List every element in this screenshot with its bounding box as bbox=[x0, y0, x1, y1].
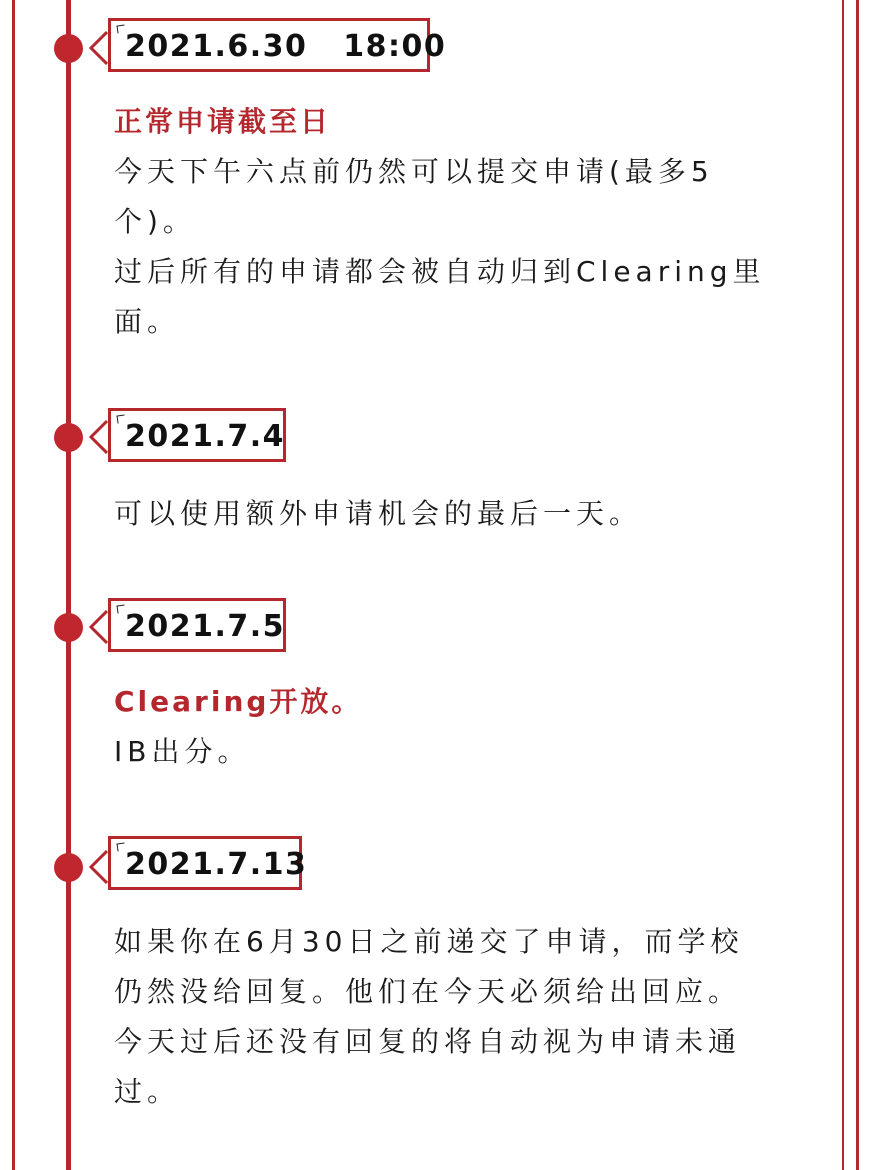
entry-text-line: 今天下午六点前仍然可以提交申请(最多5 bbox=[114, 155, 714, 188]
date-label bbox=[108, 18, 447, 72]
date-text: 2021.7.5 bbox=[125, 608, 286, 644]
page-border-right-outer bbox=[856, 0, 859, 1170]
entry-body bbox=[114, 489, 774, 539]
entry-body bbox=[114, 917, 774, 1117]
date-text: 2021.7.13 bbox=[125, 846, 308, 882]
pointer-arrow-icon bbox=[88, 849, 108, 885]
corner-mark-icon bbox=[116, 842, 125, 851]
timeline-dot-icon bbox=[54, 34, 83, 63]
timeline-line bbox=[66, 0, 71, 1170]
timeline-dot-icon bbox=[54, 423, 83, 452]
pointer-arrow-icon bbox=[88, 30, 108, 66]
corner-mark-icon bbox=[116, 414, 125, 423]
date-text: 2021.6.30 18:00 bbox=[125, 28, 447, 64]
corner-mark-icon bbox=[116, 604, 125, 613]
entry-text-line: 过。 bbox=[114, 1075, 181, 1108]
entry-heading: Clearing开放。 bbox=[114, 685, 363, 718]
corner-mark-icon bbox=[116, 24, 125, 33]
entry-text-line: 个)。 bbox=[114, 205, 196, 238]
entry-text-line: 如果你在6月30日之前递交了申请，而学校 bbox=[114, 925, 744, 958]
entry-body bbox=[114, 677, 774, 777]
date-label bbox=[108, 408, 286, 462]
entry-text-line: IB出分。 bbox=[114, 735, 251, 768]
pointer-arrow-icon bbox=[88, 419, 108, 455]
date-label bbox=[108, 836, 308, 890]
pointer-arrow-icon bbox=[88, 609, 108, 645]
entry-body bbox=[114, 97, 774, 347]
entry-text-line: 今天过后还没有回复的将自动视为申请未通 bbox=[114, 1025, 742, 1058]
entry-text-line: 仍然没给回复。他们在今天必须给出回应。 bbox=[114, 975, 742, 1008]
timeline-dot-icon bbox=[54, 853, 83, 882]
timeline-dot-icon bbox=[54, 613, 83, 642]
page-border-left bbox=[12, 0, 15, 1170]
entry-text-line: 可以使用额外申请机会的最后一天。 bbox=[114, 497, 643, 530]
entry-text-line: 过后所有的申请都会被自动归到Clearing里 bbox=[114, 255, 766, 288]
date-text: 2021.7.4 bbox=[125, 418, 286, 454]
entry-heading: 正常申请截至日 bbox=[114, 105, 332, 138]
date-label bbox=[108, 598, 286, 652]
entry-text-line: 面。 bbox=[114, 305, 181, 338]
page-border-right-inner bbox=[842, 0, 844, 1170]
